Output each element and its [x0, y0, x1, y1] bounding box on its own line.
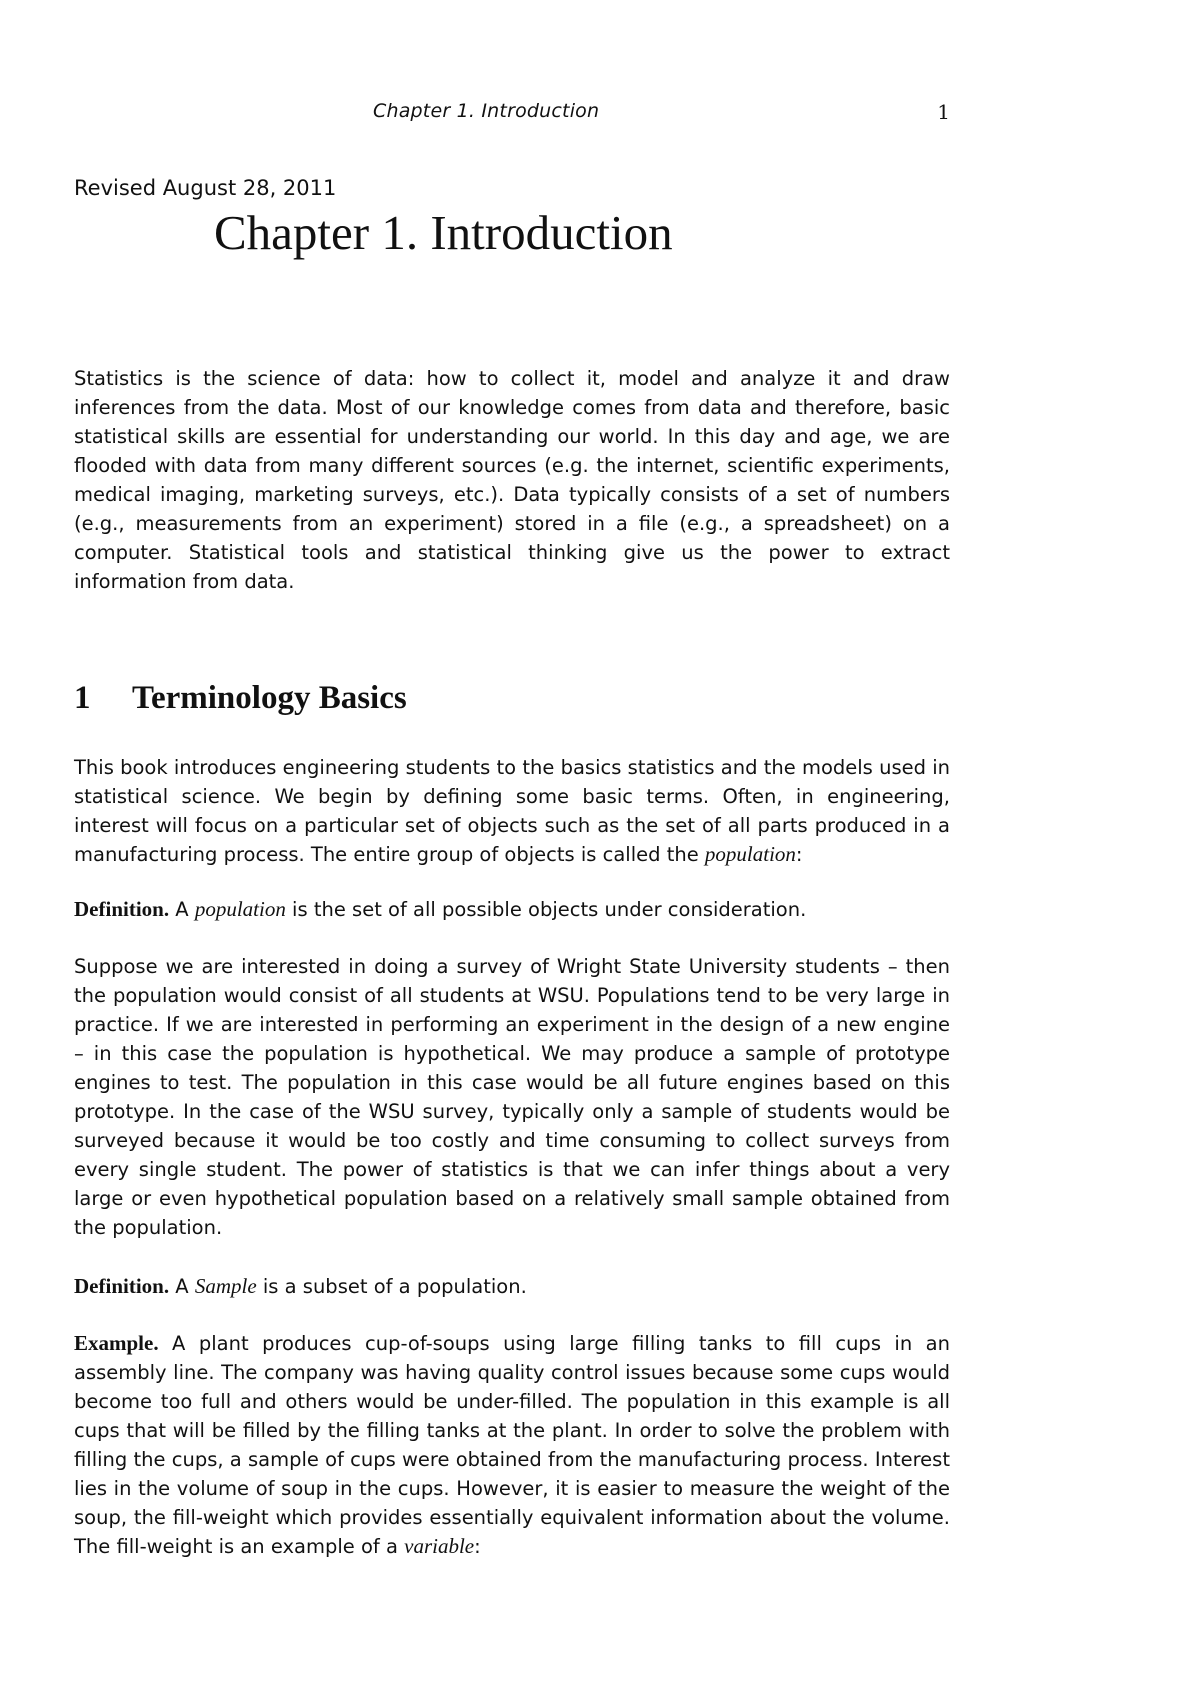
running-title: Chapter 1. Introduction: [373, 100, 600, 122]
definition-post: is a subset of a population.: [256, 1275, 527, 1298]
revision-date: Revised August 28, 2011: [74, 176, 337, 200]
example-paragraph: [74, 1329, 950, 1561]
wsu-paragraph: Suppose we are interested in doing a survey of Wright State University students – then the population would consist of all students at WSU. Populations tend to be very large in practice. If we are interested in performing an experiment in the design of a new engine – in this case the population is hypothetical. We may produce a sample of prototype engines to test. The population in this case would be all future engines based on this prototype. In the case of the WSU survey, typically only a sample of students would be surveyed because it would be too costly and time consuming to collect surveys from every single student. The power of statistics is that we can infer things about a very large or even hypothetical population based on a relatively small sample obtained from the population.: [74, 955, 950, 1239]
intro-paragraph: Statistics is the science of data: how to collect it, model and analyze it and draw inferences from the data. Most of our knowledge comes from data and therefore, basic statistical skills are essential for understanding our world. In this day and age, we are flooded with data from many different sources (e.g. the internet, scientific experiments, medical imaging, marketing surveys, etc.). Data typically consists of a set of numbers (e.g., measurements from an experiment) stored in a file (e.g., a spreadsheet) on a computer. Statistical tools and statistical thinking give us the power to extract information from data.: [74, 367, 950, 593]
definition-pre: A: [169, 898, 195, 921]
example-label: Example.: [74, 1331, 159, 1355]
definition-term: population: [194, 897, 286, 921]
terminology-paragraph: [74, 753, 950, 869]
chapter-title: Chapter 1. Introduction: [214, 205, 673, 260]
definition-label: Definition.: [74, 897, 170, 921]
variable-term: variable: [404, 1534, 475, 1558]
definition-label: Definition.: [74, 1274, 170, 1298]
terminology-end: :: [795, 843, 803, 866]
definition-term: Sample: [194, 1274, 257, 1298]
definition-sample: [74, 1272, 950, 1301]
running-header: [74, 100, 950, 130]
page-number: 1: [937, 100, 950, 124]
section-title: Terminology Basics: [132, 680, 407, 716]
section-number: 1: [74, 680, 91, 716]
definition-pre: A: [169, 1275, 195, 1298]
example-text: A plant produces cup-of-soups using large filling tanks to fill cups in an assembly line. The company was having quality control issues because some cups would become too full and others would be under-filled. The population in this example is all cups that will be filled by the filling tanks at the plant. In order to solve the problem with filling the cups, a sample of cups were obtained from the manufacturing process. Interest lies in the volume of soup in the cups. However, it is easier to measure the weight of the soup, the fill-weight which provides essentially equivalent information about the volume. The fill-weight is an example of a: [74, 1332, 950, 1558]
population-term: population: [704, 842, 796, 866]
definition-population: [74, 895, 950, 924]
terminology-text: This book introduces engineering students to the basics statistics and the models used in statistical science. We begin by defining some basic terms. Often, in engineering, interest will focus on a particular set of objects such as the set of all parts produced in a manufacturing process. The entire group of objects is called the: [74, 756, 950, 866]
definition-post: is the set of all possible objects under consideration.: [285, 898, 807, 921]
section-heading: [74, 680, 407, 717]
example-end: :: [474, 1535, 481, 1558]
